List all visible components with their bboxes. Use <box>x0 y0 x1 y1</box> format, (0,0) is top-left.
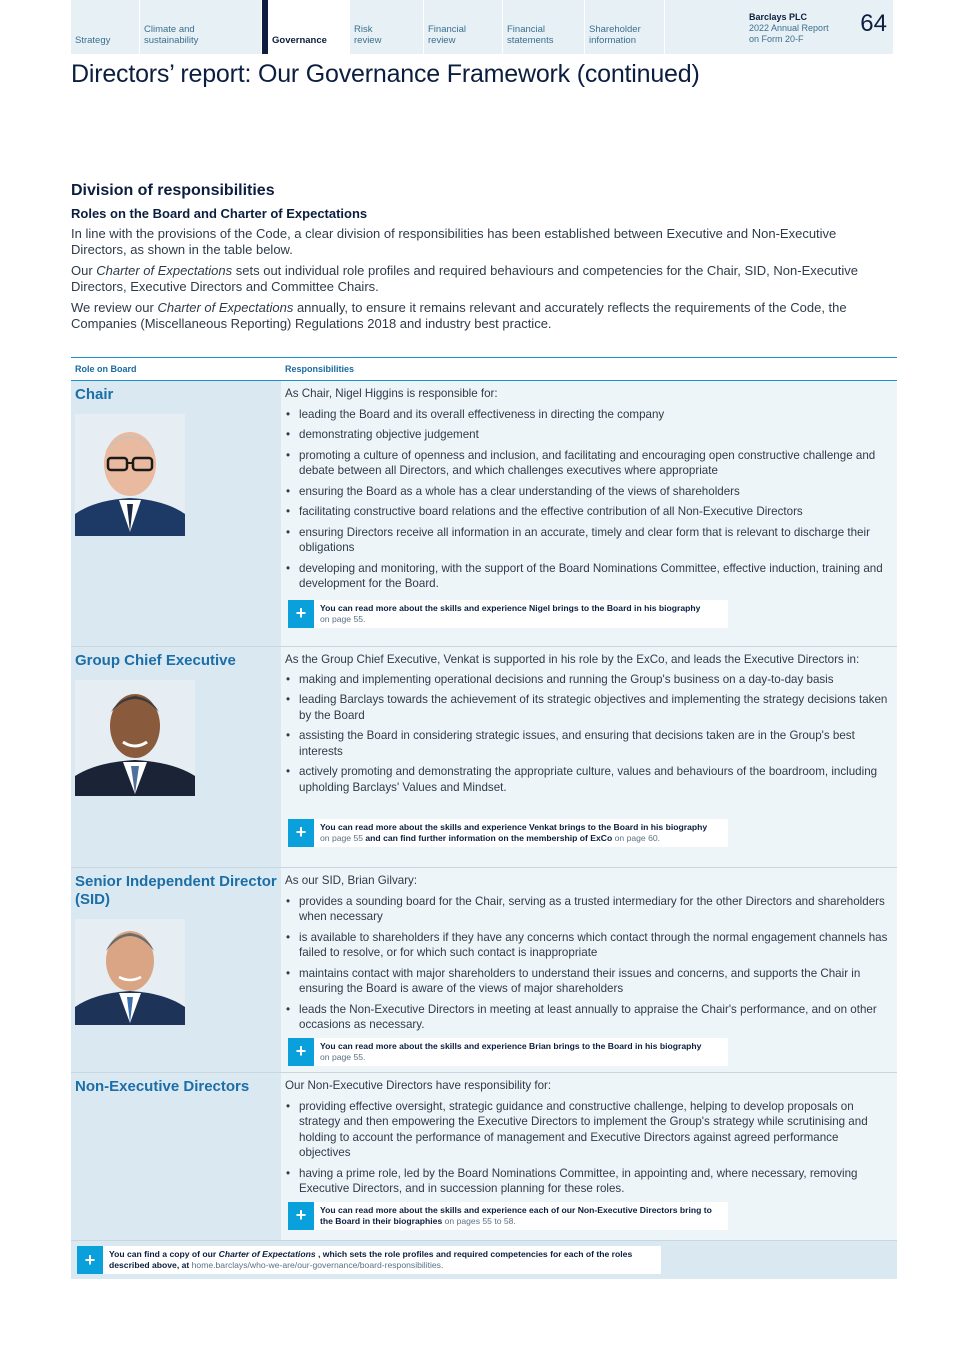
list-item: • ensuring the Board as a whole has a clear understanding of the views of shareholders <box>285 484 893 500</box>
table-row-chair <box>71 381 897 647</box>
director-photo-group-chief-executive <box>75 680 195 796</box>
tab-risk-review[interactable]: Risk review <box>350 0 424 54</box>
intro-paragraph: In line with the provisions of the Code, a clear division of responsibilities has been established between Executive and Non-Executive Directors, as shown in the table below. <box>71 226 837 257</box>
page-number: 64 <box>860 10 887 37</box>
director-photo-sid <box>75 919 185 1025</box>
report-form: on Form 20-F <box>749 34 804 44</box>
review-paragraph: We review our Charter of Expectations annually, to ensure it remains relevant and accurately reflects the requirements of the Code, the Companies (Miscellaneous Reporting) Regulations 2018 and industry best practice. <box>71 300 847 331</box>
charter-footnote <box>71 1241 897 1279</box>
responsibilities-list <box>285 672 893 796</box>
list-item: • assisting the Board in considering strategic issues, and ensuring that decisions taken are in the Group's best interests <box>285 728 893 759</box>
list-item: • maintains contact with major shareholders to understand their issues and concerns, and supports the Chair in ensuring the Board is aware of the views of major shareholders <box>285 966 893 997</box>
list-item: • leading Barclays towards the achievement of its strategic objectives and implementing the strategy decisions taken by the Board <box>285 692 893 723</box>
role-title: Chair <box>75 386 114 403</box>
biography-link-callout[interactable]: + You can read more about the skills and experience Venkat brings to the Board in his biography on page 55 and can find further information on the membership of ExCo on page 60. <box>288 819 728 847</box>
tab-shareholder-information[interactable]: Shareholder information <box>585 0 665 54</box>
director-photo-chair <box>75 414 185 536</box>
table-row-group-chief-executive <box>71 647 897 868</box>
plus-icon: + <box>77 1246 103 1274</box>
responsibilities-list <box>285 894 893 1033</box>
division-of-responsibilities-section <box>71 182 897 337</box>
report-name: 2022 Annual Report <box>749 23 829 33</box>
top-navigation <box>71 0 894 54</box>
responsibilities-list <box>285 407 893 592</box>
report-brand <box>665 0 894 54</box>
column-header-role: Role on Board <box>75 364 137 374</box>
list-item: • facilitating constructive board relations and the effective contribution of all Non-Executive Directors <box>285 504 893 520</box>
responsibilities-lead: As Chair, Nigel Higgins is responsible for: <box>285 387 498 400</box>
list-item: • is available to shareholders if they have any concerns which contact through the normal engagement channels has failed to resolve, or for which such contact is inappropriate <box>285 930 893 961</box>
list-item: • demonstrating objective judgement <box>285 427 893 443</box>
tab-climate[interactable]: Climate and sustainability <box>140 0 262 54</box>
list-item: • promoting a culture of openness and inclusion, and facilitating and encouraging open constructive challenge and debate between all Directors, and which challenges executives where appropriate <box>285 448 893 479</box>
table-row-non-executive-directors <box>71 1073 897 1241</box>
role-title: Non-Executive Directors <box>75 1078 250 1095</box>
page-title: Directors’ report: Our Governance Framework (continued) <box>71 60 700 88</box>
plus-icon: + <box>288 819 314 847</box>
table-header <box>71 357 897 381</box>
biography-link-callout[interactable]: + You can read more about the skills and experience Brian brings to the Board in his biography on page 55. <box>288 1038 728 1066</box>
list-item: • actively promoting and demonstrating the appropriate culture, values and behaviours of the boardroom, including upholding Barclays' Values and Mindset. <box>285 764 893 795</box>
plus-icon: + <box>288 1038 314 1066</box>
responsibilities-lead: Our Non-Executive Directors have responsibility for: <box>285 1079 552 1092</box>
brand-name: Barclays PLC <box>749 12 808 22</box>
list-item: • leads the Non-Executive Directors in meeting at least annually to appraise the Chair's performance, and on other occasions as necessary. <box>285 1002 893 1033</box>
list-item: • having a prime role, led by the Board Nominations Committee, in appointing and, where necessary, removing Executive Directors, and in succession planning for these roles. <box>285 1166 893 1197</box>
biography-link-callout[interactable]: + You can read more about the skills and experience each of our Non-Executive Directors bring to the Board in their biographies on pages 55 to 58. <box>288 1202 728 1230</box>
charter-link-callout[interactable]: + You can find a copy of our Charter of Expectations , which sets the role profiles and required competencies for each of the roles described above, at home.barclays/who-we-are/our-governance/board-responsibilities. <box>77 1246 661 1274</box>
biography-link-callout[interactable]: + You can read more about the skills and experience Nigel brings to the Board in his biography on page 55. <box>288 600 728 628</box>
responsibilities-lead: As our SID, Brian Gilvary: <box>285 874 418 887</box>
section-heading: Division of responsibilities <box>71 182 275 199</box>
role-title: Group Chief Executive <box>75 652 236 669</box>
table-row-senior-independent-director <box>71 868 897 1073</box>
list-item: • developing and monitoring, with the support of the Board Nominations Committee, effective induction, training and development for the Board. <box>285 561 893 592</box>
board-responsibilities-link[interactable]: home.barclays/who-we-are/our-governance/board-responsibilities. <box>191 1260 444 1270</box>
list-item: • making and implementing operational decisions and running the Group's business on a day-to-day basis <box>285 672 893 688</box>
tab-financial-review[interactable]: Financial review <box>424 0 503 54</box>
responsibilities-lead: As the Group Chief Executive, Venkat is supported in his role by the ExCo, and leads the Executive Directors in: <box>285 653 860 666</box>
tab-financial-statements[interactable]: Financial statements <box>503 0 585 54</box>
tab-strategy[interactable]: Strategy <box>71 0 140 54</box>
list-item: • ensuring Directors receive all information in an accurate, timely and clear form that is relevant to discharge their obligations <box>285 525 893 556</box>
tab-governance[interactable]: Governance <box>262 0 350 54</box>
role-title: Senior Independent Director (SID) <box>75 873 277 908</box>
column-header-responsibilities: Responsibilities <box>285 364 355 374</box>
list-item: • providing effective oversight, strategic guidance and constructive challenge, helping to develop proposals on strategy and then empowering the Executive Directors to implement the Group's strategy while scrutinising and holding to account the performance of management and Executive Directors against agreed performance objectives <box>285 1099 893 1161</box>
charter-paragraph: Our Charter of Expectations sets out individual role profiles and required behaviours and competencies for the Chair, SID, Non-Executive Directors, Executive Directors and Committee Chairs. <box>71 263 858 294</box>
list-item: • provides a sounding board for the Chair, serving as a trusted intermediary for the other Directors and shareholders when necessary <box>285 894 893 925</box>
list-item: • leading the Board and its overall effectiveness in directing the company <box>285 407 893 423</box>
responsibilities-list <box>285 1099 893 1197</box>
responsibilities-table <box>71 357 897 1279</box>
section-subheading: Roles on the Board and Charter of Expectations <box>71 206 368 221</box>
plus-icon: + <box>288 600 314 628</box>
plus-icon: + <box>288 1202 314 1230</box>
